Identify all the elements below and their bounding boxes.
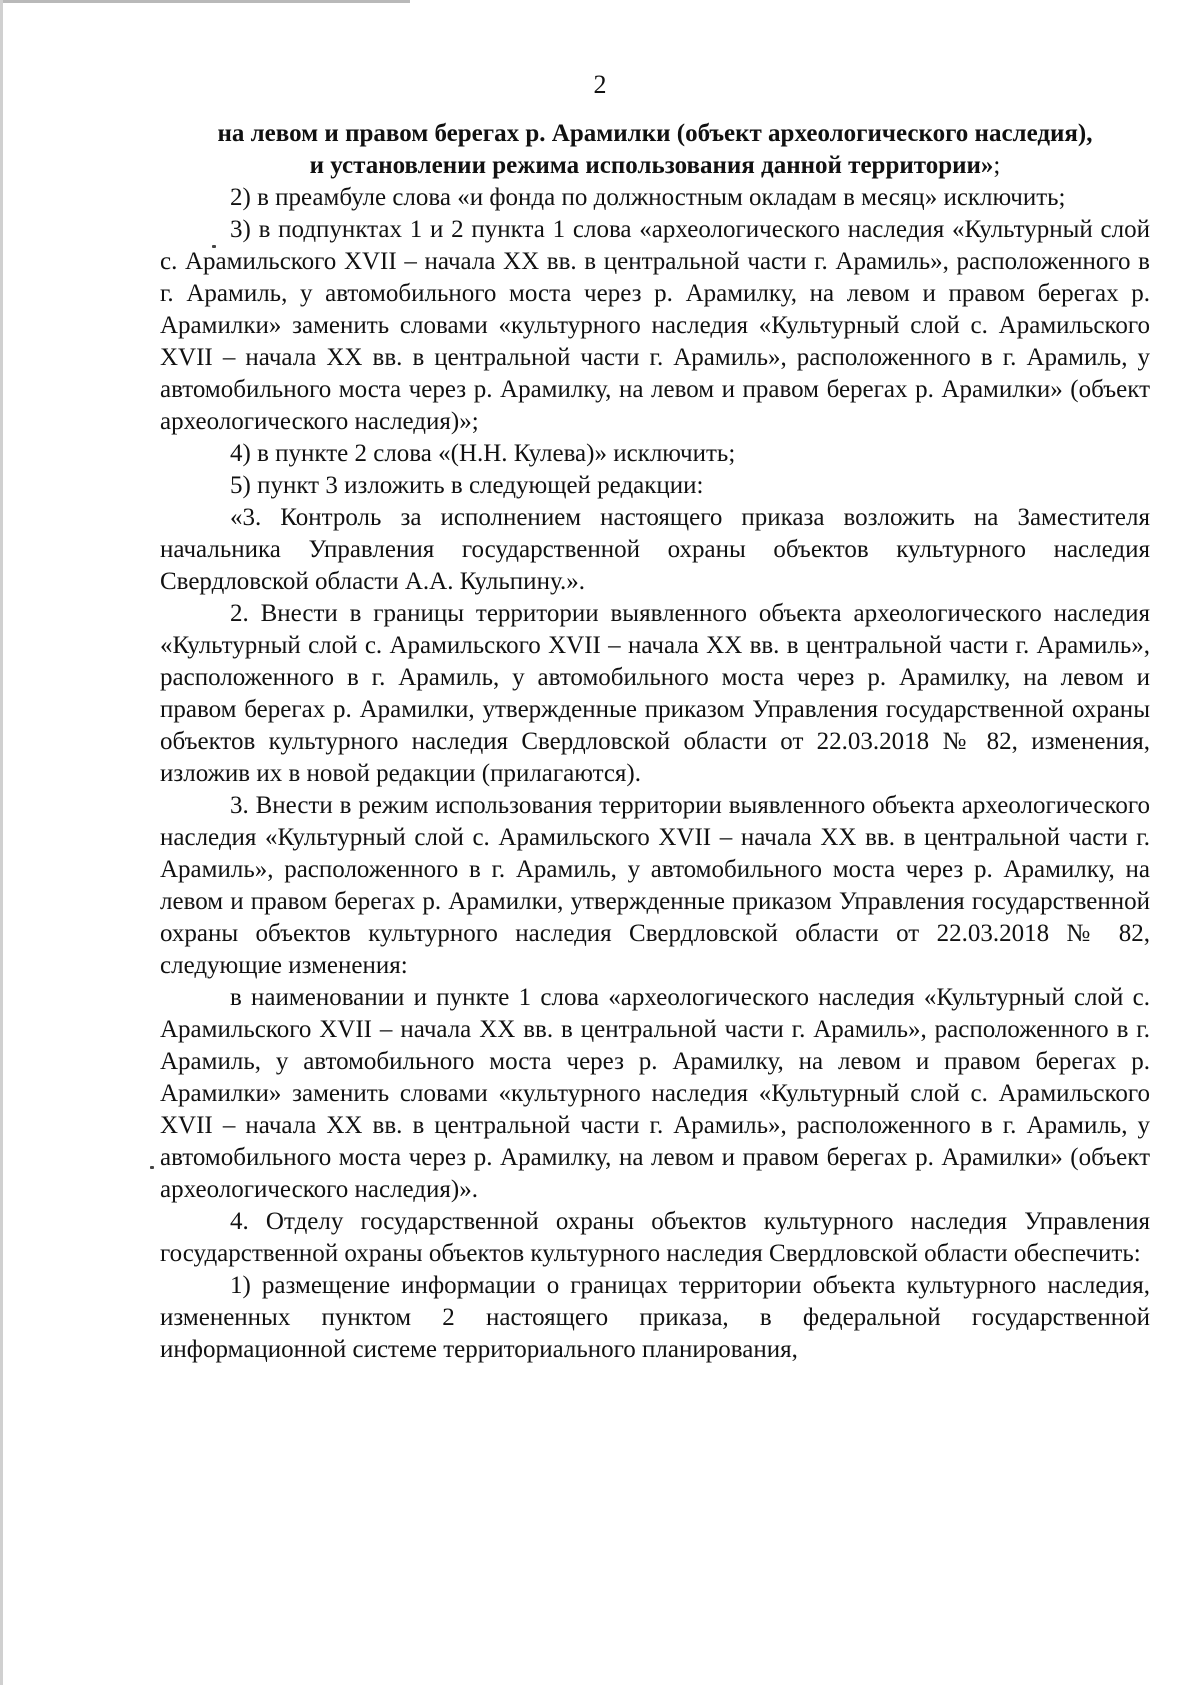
paragraph-item-2-amendment: 4) в пункте 2 слова «(Н.Н. Кулева)» исключить; bbox=[230, 440, 736, 467]
paragraph-item-3-intro: 5) пункт 3 изложить в следующей редакции: bbox=[230, 472, 704, 499]
paragraph-point-4-department: 4. Отделу государственной охраны объектов культурного наследия Управления государственной охраны объектов культурного наследия Свердловской области обеспечить: bbox=[160, 1208, 1150, 1267]
heading-line-1: на левом и правом берегах р. Арамилки (объект археологического наследия), bbox=[217, 120, 1093, 147]
paragraph-preamble-amendment: 2) в преамбуле слова «и фонда по должностным окладам в месяц» исключить; bbox=[230, 184, 1066, 211]
page-number: 2 bbox=[593, 70, 607, 99]
scan-speck bbox=[150, 1166, 154, 1169]
heading bbox=[160, 118, 1150, 182]
heading-line-2: и установлении режима использования данной территории» bbox=[309, 152, 994, 179]
document-body bbox=[160, 118, 1150, 1366]
paragraph-point-4-item-1: 1) размещение информации о границах территории объекта культурного наследия, измененных пунктом 2 настоящего приказа, в федеральной государственной информационной системе территориального планирования, bbox=[160, 1272, 1150, 1363]
paragraph-point-3-name-change: в наименовании и пункте 1 слова «археологического наследия «Культурный слой с. Арамильского XVII – начала XX вв. в центральной части г. Арамиль», расположенного в г. Арамиль, у автомобильного моста через р. Арамилку, на левом и правом берегах р. Арамилки» заменить словами «культурного наследия «Культурный слой с. Арамильского XVII – начала XX вв. в центральной части г. Арамиль», расположенного в г. Арамиль, у автомобильного моста через р. Арамилку, на левом и правом берегах р. Арамилки» (объект археологического наследия)». bbox=[160, 984, 1150, 1203]
paragraph-item-3-new-text: «3. Контроль за исполнением настоящего приказа возложить на Заместителя начальника Управления государственной охраны объектов культурного наследия Свердловской области А.А. Кульпину.». bbox=[160, 504, 1150, 595]
paragraph-subitems-amendment: 3) в подпунктах 1 и 2 пункта 1 слова «археологического наследия «Культурный слой с. Арамильского XVII – начала XX вв. в центральной части г. Арамиль», расположенного в г. Арамиль, у автомобильного моста через р. Арамилку, на левом и правом берегах р. Арамилки» заменить словами «культурного наследия «Культурный слой с. Арамильского XVII – начала XX вв. в центральной части г. Арамиль», расположенного в г. Арамиль, у автомобильного моста через р. Арамилку, на левом и правом берегах р. Арамилки» (объект археологического наследия)»; bbox=[160, 216, 1150, 435]
scan-edge-top bbox=[0, 0, 410, 3]
scan-edge-left bbox=[0, 0, 3, 1685]
heading-trailing-punctuation: ; bbox=[993, 152, 1001, 179]
paragraph-point-3-regime: 3. Внести в режим использования территории выявленного объекта археологического наследия «Культурный слой с. Арамильского XVII – начала XX вв. в центральной части г. Арамиль», расположенного в г. Арамиль, у автомобильного моста через р. Арамилку, на левом и правом берегах р. Арамилки, утвержденные приказом Управления государственной охраны объектов культурного наследия Свердловской области от 22.03.2018 № 82, следующие изменения: bbox=[160, 792, 1150, 979]
paragraph-point-2-boundaries: 2. Внести в границы территории выявленного объекта археологического наследия «Культурный слой с. Арамильского XVII – начала XX вв. в центральной части г. Арамиль», расположенного в г. Арамиль, у автомобильного моста через р. Арамилку, на левом и правом берегах р. Арамилки, утвержденные приказом Управления государственной охраны объектов культурного наследия Свердловской области от 22.03.2018 № 82, изменения, изложив их в новой редакции (прилагаются). bbox=[160, 600, 1150, 787]
